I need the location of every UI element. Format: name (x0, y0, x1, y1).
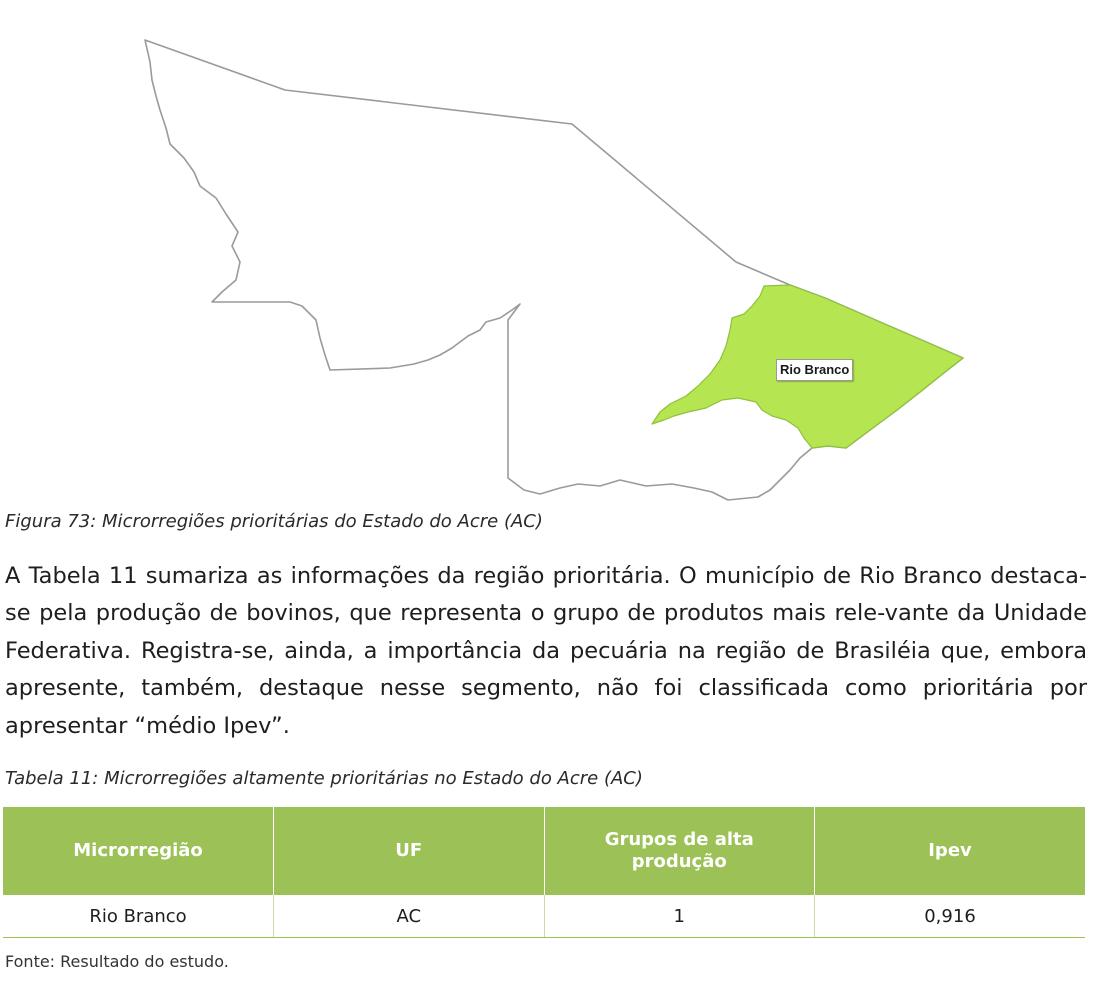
table-header (3, 807, 1085, 895)
cell-ipev: 0,916 (815, 895, 1086, 938)
map-label-rio-branco: Rio Branco (776, 359, 853, 381)
table-body (3, 895, 1085, 938)
priority-regions-table (3, 807, 1085, 938)
column-header-uf: UF (274, 807, 545, 895)
figure-caption: Figura 73: Microrregiões prioritárias do Estado do Acre (AC) (5, 511, 543, 532)
source-note: Fonte: Resultado do estudo. (5, 952, 229, 971)
cell-grupos: 1 (544, 895, 815, 938)
cell-uf: AC (274, 895, 545, 938)
column-header-microrregiao: Microrregião (3, 807, 274, 895)
cell-microrregiao: Rio Branco (3, 895, 274, 938)
body-paragraph: A Tabela 11 sumariza as informações da região prioritária. O município de Rio Branco destaca-se pela produção de bovinos, que representa o grupo de produtos mais rele-vante da Unidade Federativa. Registra-se, ainda, a importância da pecuária na região de Brasiléia que, embora apresente, também, destaque nesse segmento, não foi classificada como prioritária por apresentar “médio Ipev”. (5, 563, 1087, 739)
table-header-row (3, 807, 1085, 895)
column-header-grupos: Grupos de alta produção (544, 807, 815, 895)
column-header-ipev: Ipev (815, 807, 1086, 895)
table-row (3, 895, 1085, 938)
table-caption: Tabela 11: Microrregiões altamente prioritárias no Estado do Acre (AC) (5, 768, 643, 789)
